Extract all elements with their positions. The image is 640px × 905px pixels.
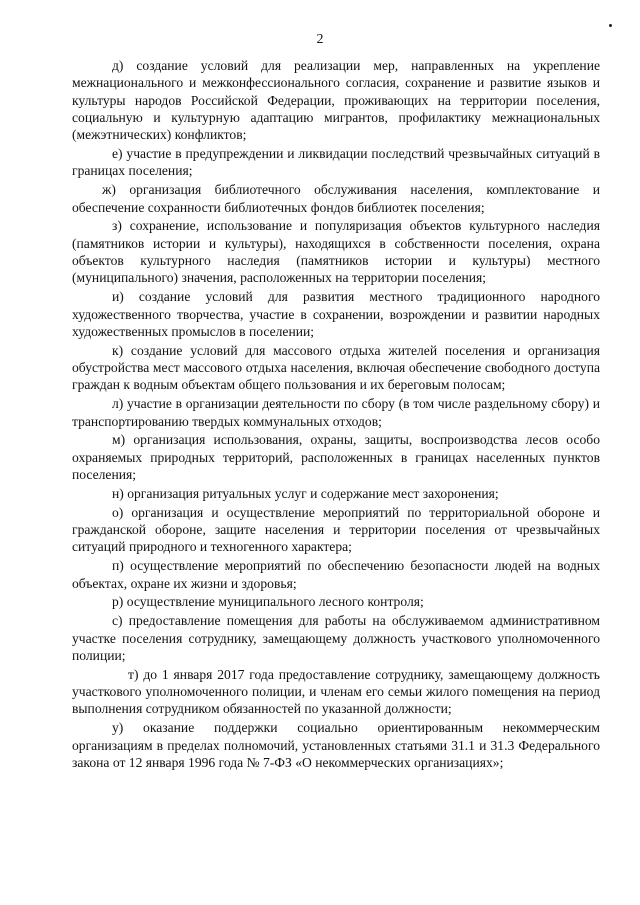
list-item-r: р) осуществление муниципального лесного контроля; [112, 594, 424, 610]
page-number: 2 [316, 32, 324, 47]
list-item-u: у) оказание поддержки социально ориентированным некоммерческим организациям в пределах полномочий, установленных статьями 31.1 и 31.3 Федерального закона от 12 января 1996 года № 7-ФЗ «О некоммерческих организациях»; [72, 720, 600, 770]
list-item-i: и) создание условий для развития местного традиционного народного художественного творчества, участие в сохранении, возрождении и развитии народных художественных промыслов в поселении; [72, 289, 600, 339]
list-item-p: п) осуществление мероприятий по обеспечению безопасности людей на водных объектах, охране их жизни и здоровья; [72, 558, 600, 591]
list-item-d: д) создание условий для реализации мер, направленных на укрепление межнационального и межконфессионального согласия, сохранение и развитие языков и культуры народов Российской Федерации, проживающих на территории поселения, социальную и культурную адаптацию мигрантов, профилактику межнациональных (межэтнических) конфликтов; [72, 58, 600, 143]
list-item-zh: ж) организация библиотечного обслуживания населения, комплектование и обеспечение сохранности библиотечных фондов библиотек поселения; [72, 182, 600, 215]
document-body [72, 57, 600, 773]
list-item-n: н) организация ритуальных услуг и содержание мест захоронения; [112, 485, 499, 501]
list-item-s: с) предоставление помещения для работы на обслуживаемом административном участке поселения сотруднику, замещающему должность участкового уполномоченного полиции; [72, 613, 600, 663]
list-item-m: м) организация использования, охраны, защиты, воспроизводства лесов особо охраняемых природных территорий, расположенных в границах населенных пунктов поселения; [72, 432, 600, 482]
list-item-l: л) участие в организации деятельности по сбору (в том числе раздельному сбору) и транспортированию твердых коммунальных отходов; [72, 396, 600, 429]
list-item-z: з) сохранение, использование и популяризация объектов культурного наследия (памятников истории и культуры), находящихся в собственности поселения, охрана объектов культурного наследия (памятников истории и культуры) местного (муниципального) значения, расположенных на территории поселения; [72, 218, 600, 286]
scan-mark [609, 24, 612, 27]
list-item-e: е) участие в предупреждении и ликвидации последствий чрезвычайных ситуаций в границах поселения; [72, 146, 600, 179]
list-item-o: о) организация и осуществление мероприятий по территориальной обороне и гражданской обороне, защите населения и территории поселения от чрезвычайных ситуаций природного и техногенного характера; [72, 504, 600, 555]
list-item-k: к) создание условий для массового отдыха жителей поселения и организация обустройства мест массового отдыха населения, включая обеспечение свободного доступа граждан к водным объектам общего пользования и их береговым полосам; [72, 342, 600, 393]
list-item-t: т) до 1 января 2017 года предоставление сотруднику, замещающему должность участкового уполномоченного полиции, и членам его семьи жилого помещения на период выполнения сотрудником обязанностей по указанной должности; [72, 666, 600, 717]
